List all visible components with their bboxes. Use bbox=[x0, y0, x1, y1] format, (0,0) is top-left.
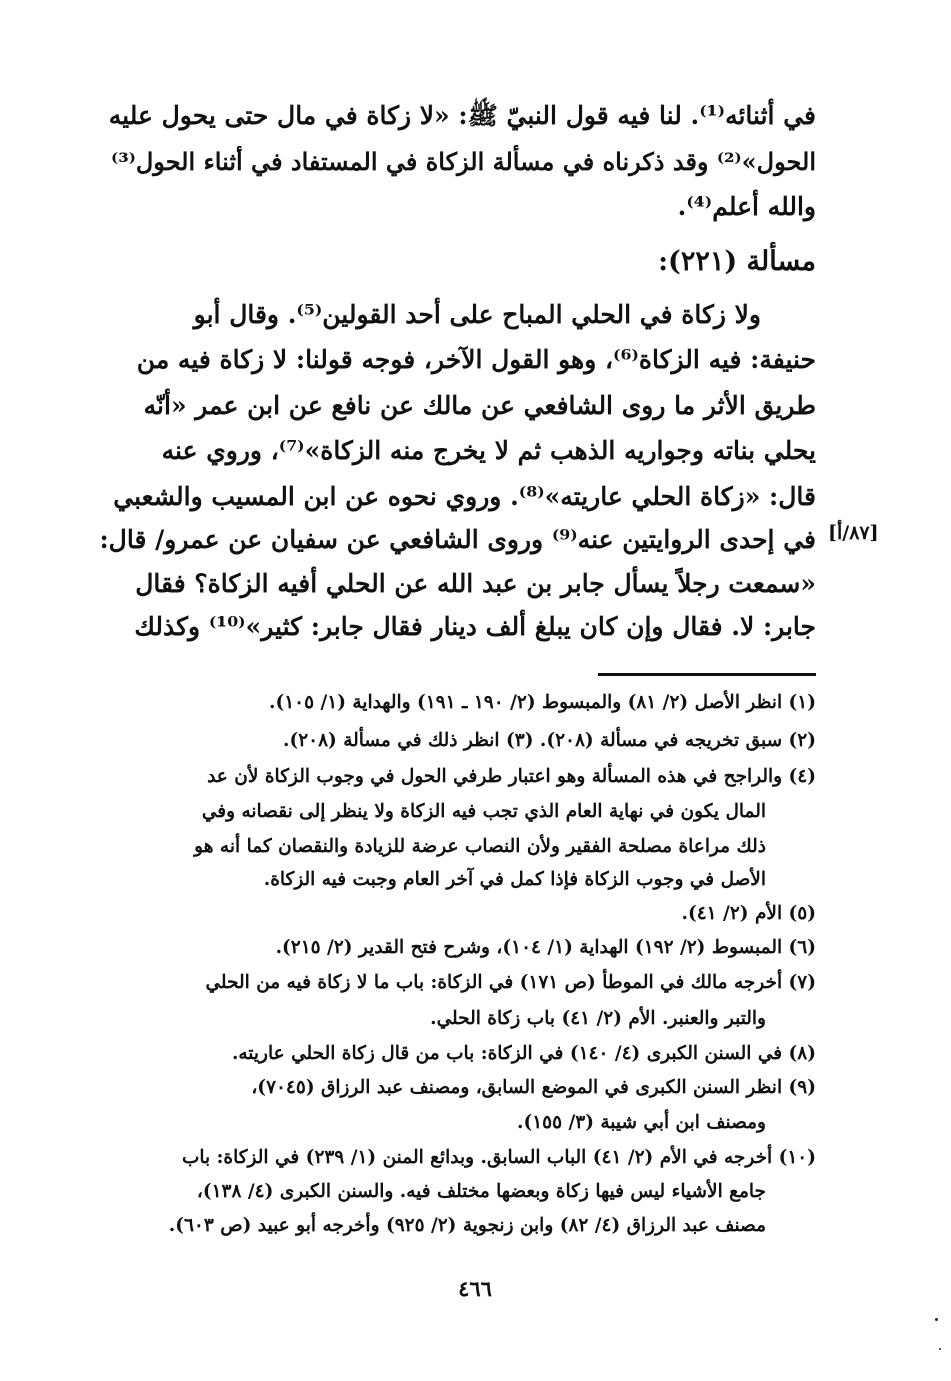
footnote-line: (٢) سبق تخريجه في مسألة (٢٠٨). (٣) انظر ذلك في مسألة (٢٠٨). bbox=[283, 730, 816, 751]
footnote-line: ومصنف ابن أبي شيبة (٣/ ١٥٥). bbox=[517, 1112, 766, 1133]
section-text-line: طريق الأثر ما روى الشافعي عن مالك عن نافع عن ابن عمر «أنّه bbox=[143, 391, 816, 420]
footnote-line: والتبر والعنبر. الأم (٢/ ٤١) باب زكاة الحلي. bbox=[430, 1008, 766, 1029]
footnote-line: (٩) انظر السنن الكبرى في الموضع السابق، ومصنف عبد الرزاق (٧٠٤٥)، bbox=[251, 1077, 816, 1098]
scan-speck bbox=[939, 1348, 941, 1350]
footnote-separator bbox=[598, 673, 816, 676]
section-text-line: ولا زكاة في الحلي المباح على أحد القولين⁽⁵⁾. وقال أبو bbox=[193, 300, 761, 329]
footnote-line: ذلك مراعاة مصلحة الفقير ولأن النصاب عرضة للزيادة والنقصان كما أنه هو bbox=[194, 836, 766, 857]
manuscript-folio-reference: [٨٧/أ] bbox=[828, 522, 879, 544]
footnote-line: المال يكون في نهاية العام الذي تجب فيه الزكاة ولا ينظر إلى نقصانه وفي bbox=[201, 801, 766, 822]
section-text-line: قال: «زكاة الحلي عاريته»⁽⁸⁾. وروي نحوه عن ابن المسيب والشعبي bbox=[113, 482, 816, 511]
section-text-line: «سمعت رجلاً يسأل جابر بن عبد الله عن الحلي أفيه الزكاة؟ فقال bbox=[135, 569, 816, 598]
footnote-line: (٦) المبسوط (٢/ ١٩٢) الهداية (١/ ١٠٤)، وشرح فتح القدير (٢/ ٢١٥). bbox=[275, 937, 816, 958]
scan-speck bbox=[935, 1318, 938, 1321]
footnote-line: الأصل في وجوب الزكاة فإذا كمل في آخر العام وجبت فيه الزكاة. bbox=[263, 869, 766, 890]
section-text-line: جابر: لا. فقال وإن كان يبلغ ألف دينار فقال جابر: كثير»⁽¹⁰⁾ وكذلك bbox=[134, 612, 816, 641]
page-number: ٤٦٦ bbox=[458, 1276, 492, 1301]
section-text-line: يحلي بناته وجواريه الذهب ثم لا يخرج منه الزكاة»⁽⁷⁾، وروي عنه bbox=[161, 436, 816, 465]
footnote-line: (٤) والراجح في هذه المسألة وهو اعتبار طرفي الحول في وجوب الزكاة لأن عد bbox=[207, 766, 816, 787]
main-text-line: والله أعلم⁽⁴⁾. bbox=[677, 192, 816, 221]
footnote-line: (٨) في السنن الكبرى (٤/ ١٤٠) في الزكاة: باب من قال زكاة الحلي عاريته. bbox=[231, 1043, 816, 1064]
footnote-line: (٥) الأم (٢/ ٤١). bbox=[681, 903, 816, 924]
section-text-line: في إحدى الروايتين عنه⁽⁹⁾ وروى الشافعي عن سفيان عن عمرو/ قال: bbox=[99, 525, 816, 554]
footnote-line: (٧) أخرجه مالك في الموطأ (ص ١٧١) في الزكاة: باب ما لا زكاة فيه من الحلي bbox=[205, 972, 816, 993]
footnote-line: مصنف عبد الرزاق (٤/ ٨٢) وابن زنجوية (٢/ ٩٢٥) وأخرجه أبو عبيد (ص ٦٠٣). bbox=[168, 1215, 766, 1236]
main-text-line: في أثنائه⁽¹⁾. لنا فيه قول النبيّ ﷺ: «لا زكاة في مال حتى يحول عليه bbox=[108, 101, 816, 130]
main-text-line: الحول»⁽²⁾ وقد ذكرناه في مسألة الزكاة في المستفاد في أثناء الحول⁽³⁾ bbox=[111, 147, 816, 176]
footnote-line: جامع الأشياء ليس فيها زكاة وبعضها مختلف فيه. والسنن الكبرى (٤/ ١٣٨)، bbox=[196, 1181, 766, 1202]
section-heading: مسألة (٢٢١): bbox=[658, 246, 816, 277]
footnote-line: (١٠) أخرجه في الأم (٢/ ٤١) الباب السابق. وبدائع المنن (١/ ٢٣٩) في الزكاة: باب bbox=[181, 1147, 816, 1168]
section-text-line: حنيفة: فيه الزكاة⁽⁶⁾، وهو القول الآخر، فوجه قولنا: لا زكاة فيه من bbox=[136, 345, 816, 374]
footnote-line: (١) انظر الأصل (٢/ ٨١) والمبسوط (٢/ ١٩٠ ـ ١٩١) والهداية (١/ ١٠٥). bbox=[269, 692, 816, 713]
